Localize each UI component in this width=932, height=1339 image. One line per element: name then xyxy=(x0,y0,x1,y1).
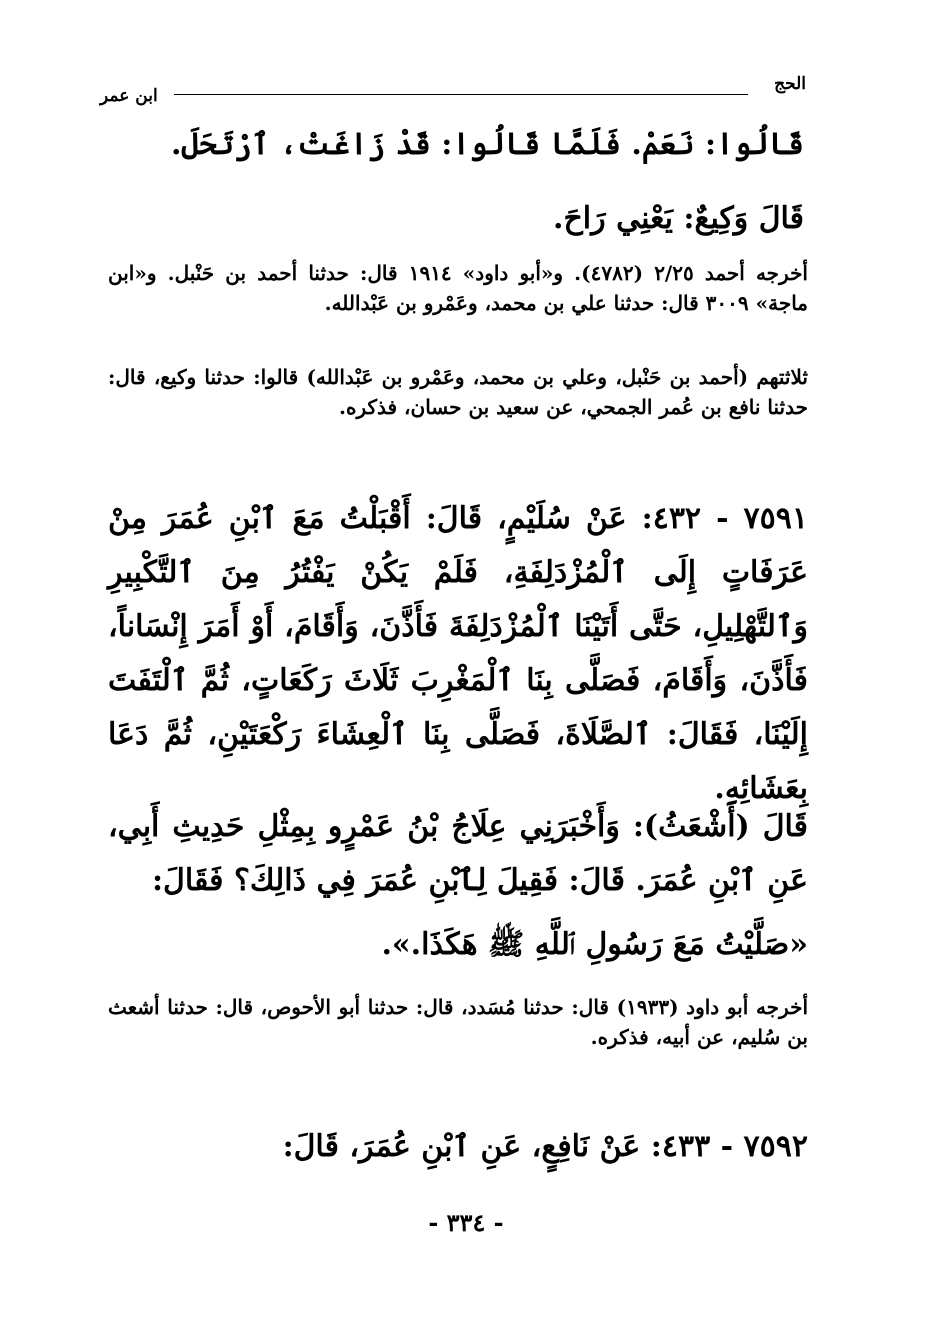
footnote-3: أخرجه أبو داود (١٩٣٣) قال: حدثنا مُسَدد، قال: حدثنا أبو الأحوص، قال: حدثنا أشعث بن سُليم، عن أبيه، فذكره. xyxy=(108,995,808,1049)
hadith-7591-quote: «صَلَّيْتُ مَعَ رَسُولِ ٱللَّهِ ﷺ هَكَذَا.». xyxy=(381,927,808,962)
hadith-7591: ٧٥٩١ - ٤٣٢: عَنْ سُلَيْمٍ، قَالَ: أَقْبَلْتُ مَعَ ٱبْنِ عُمَرَ مِنْ عَرَفَاتٍ إِلَى ٱلْمُزْدَلِفَةِ، فَلَمْ يَكُنْ يَفْتُرُ مِنَ ٱلتَّكْبِيرِ وَٱلتَّهْلِيلِ، حَتَّى أَتَيْنَا ٱلْمُزْدَلِفَةَ فَأَذَّنَ، وَأَقَامَ، أَوْ أَمَرَ إِنْسَاناً، فَأَذَّنَ، وَأَقَامَ، فَصَلَّى بِنَا ٱلْمَغْرِبَ ثَلَاثَ رَكَعَاتٍ، ثُمَّ ٱلْتَفَتَ إِلَيْنَا، فَقَالَ: ٱلصَّلَاةَ، فَصَلَّى بِنَا ٱلْعِشَاءَ رَكْعَتَيْنِ، ثُمَّ دَعَا بِعَشَائِهِ. xyxy=(108,501,808,806)
page-number: - ٣٣٤ - xyxy=(428,1208,504,1237)
hadith-7591-continuation: قَالَ (أَشْعَثُ): وَأَخْبَرَنِي عِلَاجُ بْنُ عَمْرٍو بِمِثْلِ حَدِيثِ أَبِي، عَنِ ٱبْنِ عُمَرَ. قَالَ: فَقِيلَ لِٱبْنِ عُمَرَ فِي ذَالِكَ؟ فَقَالَ: xyxy=(108,809,808,898)
verse-line-1: قَالُوا: نَعَمْ. فَلَمَّا قَالُوا: قَدْ زَاغَتْ، ٱرْتَحَلَ. xyxy=(170,127,804,162)
header-rule xyxy=(174,94,748,95)
chapter-title: الحج xyxy=(774,74,806,94)
hadith-7592: ٧٥٩٢ - ٤٣٣: عَنْ نَافِعٍ، عَنِ ٱبْنِ عُمَرَ، قَالَ: xyxy=(282,1129,808,1164)
footnote-2: ثلاثتهم (أحمد بن حَنْبل، وعلي بن محمد، وعَمْرو بن عَبْدالله) قالوا: حدثنا وكيع، قال: حدثنا نافع بن عُمر الجمحي، عن سعيد بن حسان، فذكره. xyxy=(108,365,808,419)
running-header xyxy=(100,74,806,114)
section-title: ابن عمر xyxy=(100,86,158,106)
verse-line-2: قَالَ وَكِيعٌ: يَعْنِي رَاحَ. xyxy=(553,201,804,236)
footnote-1: أخرجه أحمد ٢/٢٥ (٤٧٨٢). و«أبو داود» ١٩١٤ قال: حدثنا أحمد بن حَنْبل. و«ابن ماجة» ٣٠٠٩ قال: حدثنا علي بن محمد، وعَمْرو بن عَبْدالله. xyxy=(108,261,808,315)
